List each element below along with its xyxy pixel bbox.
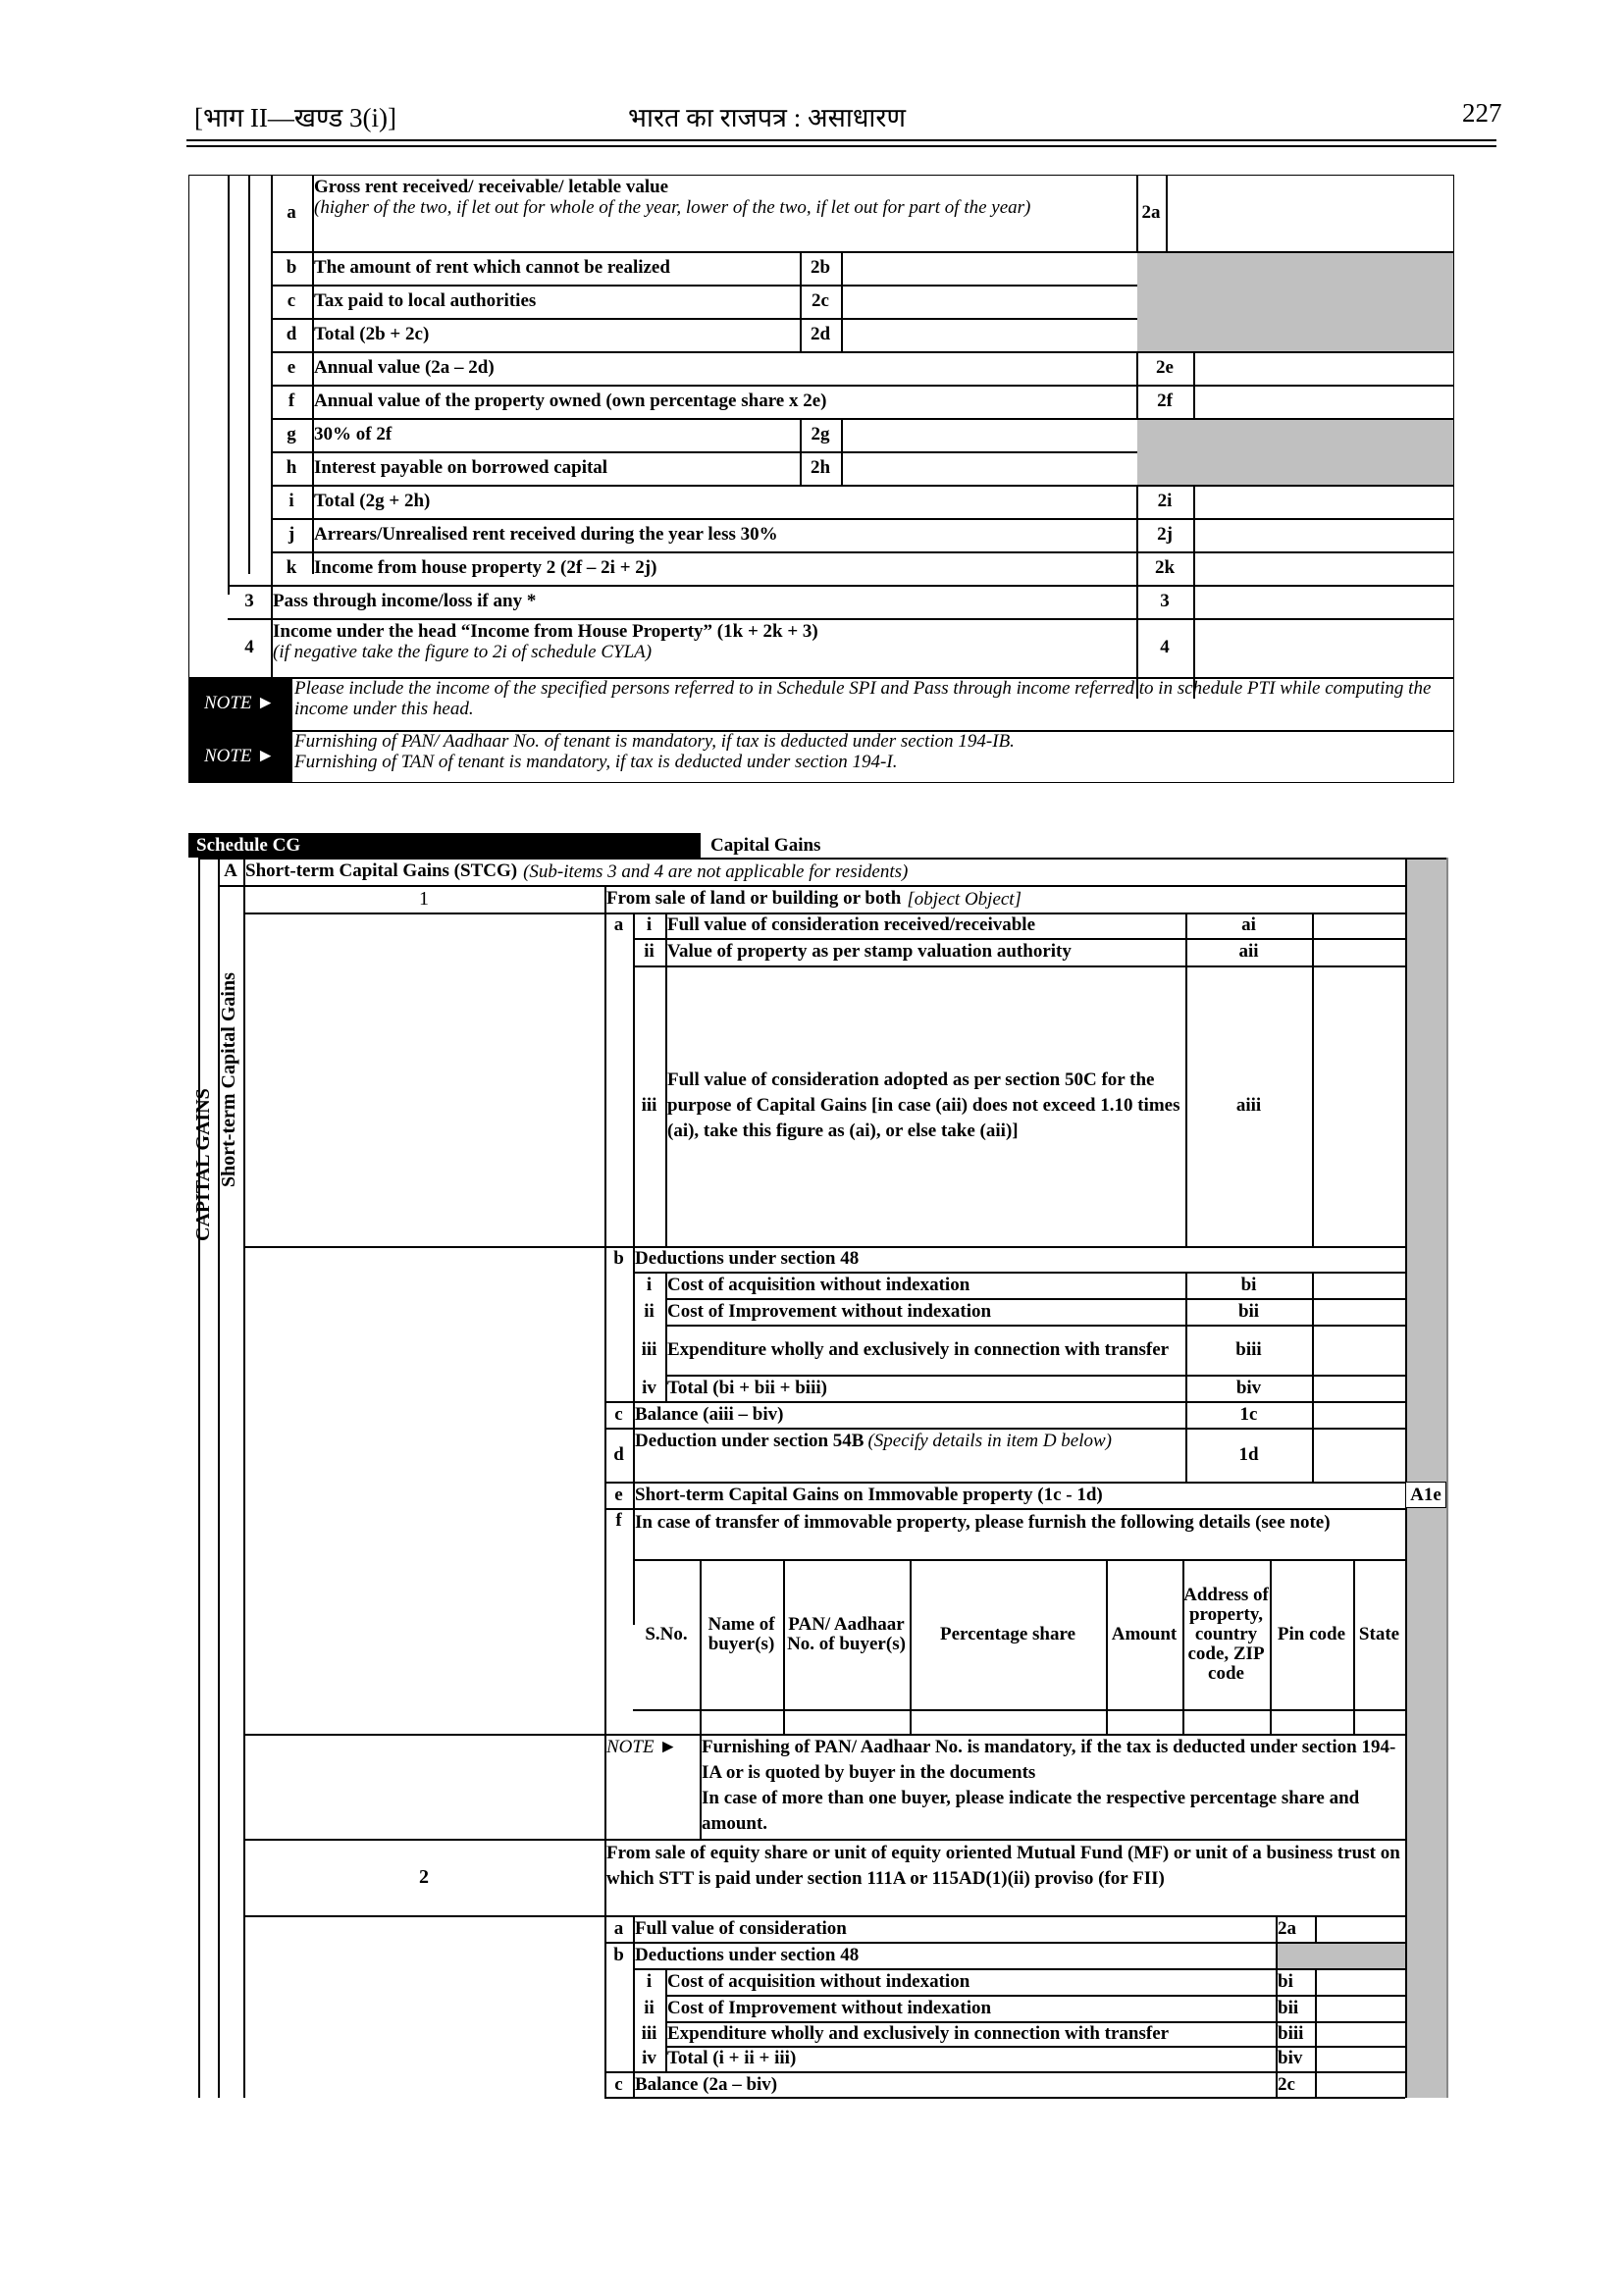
cg-row-label: Value of property as per stamp valuation authority — [667, 941, 1072, 962]
cg-row-label: Full value of consideration received/receivable — [667, 914, 1036, 935]
hp-row-label: The amount of rent which cannot be realized — [314, 257, 670, 278]
cg-row-code: biv — [1278, 2048, 1303, 2068]
cg-d-text — [635, 1431, 1183, 1454]
hp-shade-2 — [1137, 418, 1453, 485]
cg-row-label: Cost of acquisition without indexation — [667, 1274, 970, 1295]
hp-row-code: 2j — [1157, 524, 1173, 545]
cg-sub-letter: b — [613, 1944, 624, 1965]
cg-row-label: Cost of Improvement without indexation — [667, 1997, 992, 2018]
cg-item1-heading — [606, 885, 1403, 913]
hp-input-2d[interactable] — [842, 319, 1136, 350]
hp-input-2c[interactable] — [842, 286, 1136, 317]
cg-sub-letter: a — [613, 914, 624, 935]
cg-row-code: bi — [1278, 1970, 1293, 1992]
hp-row-letter: k — [286, 557, 297, 578]
buyer-col-share: Percentage share — [939, 1623, 1076, 1644]
hp-input-2b[interactable] — [842, 252, 1136, 284]
hp-row-letter: g — [287, 424, 296, 444]
hp-item3-code: 3 — [1160, 591, 1170, 611]
cg-row-code: aii — [1238, 941, 1259, 962]
hp-row-letter: a — [287, 202, 296, 223]
hp-row-code: 2d — [810, 324, 831, 344]
hp-row-code: 2a — [1141, 202, 1161, 223]
hp-input-4[interactable] — [1195, 619, 1452, 676]
cg-row-label: Balance (2a – biv) — [635, 2073, 778, 2095]
cg-roman: iv — [642, 1377, 656, 1398]
cg-sub-letter: c — [614, 2073, 623, 2095]
cg-section-letter: A — [224, 861, 237, 881]
cg-input-bii[interactable] — [1314, 1299, 1404, 1324]
cg-roman: i — [646, 914, 653, 935]
cg-input-1c[interactable] — [1314, 1402, 1404, 1427]
hp-input-2h[interactable] — [842, 452, 1136, 484]
cg-sub-letter: d — [613, 1443, 624, 1465]
buyer-input-amount[interactable] — [1107, 1710, 1181, 1733]
cg-row-label: Full value of consideration — [635, 1917, 847, 1939]
hp-item4-code: 4 — [1160, 637, 1170, 657]
hp-input-2f[interactable] — [1195, 386, 1452, 417]
cg-item1-label: From sale of land or building or both — [606, 888, 902, 909]
hp-row-label: Arrears/Unrealised rent received during the year less 30% — [314, 524, 778, 545]
hp-row-letter: e — [287, 357, 296, 378]
cg-input-bi[interactable] — [1314, 1273, 1404, 1297]
schedule-cg-title: Capital Gains — [710, 834, 821, 856]
header-rule-top — [186, 139, 1496, 141]
cg-row-label: Balance (aiii – biv) — [635, 1403, 784, 1425]
hp-row-code: 2c — [812, 290, 829, 311]
cg-row-label: Expenditure wholly and exclusively in connection with transfer — [667, 1338, 1170, 1360]
cg-item-number: 1 — [419, 887, 429, 910]
cg-note-tag: NOTE ► — [606, 1736, 678, 1757]
cg-row-label: Total (bi + bii + biii) — [667, 1377, 827, 1398]
hp-row-letter: b — [286, 257, 297, 278]
cg-roman: i — [646, 1274, 653, 1295]
cg-roman: iv — [642, 2048, 656, 2068]
cg-note-line2: In case of more than one buyer, please indicate the respective percentage share and amount. — [702, 1788, 1360, 1834]
cg2-shade-b — [1276, 1942, 1405, 1968]
cg-input-ai[interactable] — [1314, 913, 1404, 937]
cg-input-aiii[interactable] — [1314, 966, 1404, 1245]
cg-row-code: 2a — [1278, 1917, 1296, 1939]
cg-sub-letter: f — [615, 1510, 622, 1531]
buyer-input-share[interactable] — [911, 1710, 1105, 1733]
buyer-col-name: Name of buyer(s) — [707, 1613, 775, 1654]
hp-item4-note: (if negative take the figure to 2i of schedule CYLA) — [273, 642, 653, 662]
cg-roman: ii — [644, 941, 655, 962]
header-section-ref: [भाग II—खण्ड 3(i)] — [194, 103, 396, 132]
hp-row-label: Gross rent received/ receivable/ letable value — [314, 177, 669, 197]
header-rule-bottom — [186, 145, 1496, 147]
hp-row-label: Total (2b + 2c) — [314, 324, 430, 344]
hp-row-letter: c — [287, 290, 296, 311]
cg-row-code: bi — [1240, 1274, 1257, 1295]
cg-row-label: Cost of acquisition without indexation — [667, 1970, 970, 1992]
hp-row-letter: h — [286, 457, 297, 478]
cg2-input-bii[interactable] — [1317, 1996, 1404, 2020]
cg-input-aii[interactable] — [1314, 939, 1404, 965]
cg-row-label: Cost of Improvement without indexation — [667, 1300, 992, 1322]
hp-item-number: 4 — [244, 637, 254, 657]
cg-input-biii[interactable] — [1314, 1326, 1404, 1374]
buyer-input-address[interactable] — [1183, 1710, 1269, 1733]
cg-row-code: biv — [1235, 1377, 1262, 1398]
buyer-col-address: Address of property, country code, ZIP code — [1183, 1584, 1269, 1684]
hp-row-code: 2h — [810, 457, 831, 478]
cg-row-label: Total (i + ii + iii) — [667, 2048, 797, 2068]
buyer-input-pincode[interactable] — [1271, 1710, 1352, 1733]
header-page-number: 227 — [1462, 98, 1502, 128]
cg-row-code: 1d — [1238, 1443, 1259, 1465]
hp-input-2i[interactable] — [1195, 486, 1452, 517]
cg-d-label: Deduction under section 54B — [635, 1431, 864, 1451]
hp-item3-label: Pass through income/loss if any * — [273, 591, 537, 611]
hp-row-code: 2i — [1157, 491, 1173, 511]
hp-row-code: 2f — [1157, 391, 1173, 411]
cg-item1-note: [object Object] — [907, 888, 1022, 910]
hp-row-label: Tax paid to local authorities — [314, 290, 537, 311]
hp-row-letter: d — [286, 324, 297, 344]
cg-f-label: In case of transfer of immovable property, please furnish the following details (see note) — [635, 1512, 1331, 1533]
note-tag: NOTE ► — [188, 730, 290, 783]
cg-section-a-note: (Sub-items 3 and 4 are not applicable for residents) — [523, 861, 909, 882]
cg-row-code: 1c — [1239, 1403, 1258, 1425]
cg-row-code: aiii — [1235, 1095, 1262, 1116]
hp-item4-text — [273, 622, 1134, 662]
hp-input-2a[interactable] — [1168, 177, 1452, 249]
hp-row-a-text — [314, 178, 1134, 218]
cg-b-label: Deductions under section 48 — [635, 1944, 860, 1965]
hp-row-code: 2k — [1154, 557, 1176, 578]
cg-section-a-heading — [245, 858, 1403, 885]
schedule-cg-tag: Schedule CG — [188, 833, 701, 858]
hp-row-label: Annual value of the property owned (own percentage share x 2e) — [314, 391, 827, 411]
cg-input-1d[interactable] — [1314, 1429, 1404, 1481]
cg-sub-letter: e — [614, 1484, 623, 1505]
hp-shade-1 — [1137, 251, 1453, 351]
cg-sub-letter: b — [613, 1248, 624, 1269]
hp-row-letter: f — [288, 391, 295, 411]
buyer-input-name[interactable] — [701, 1710, 782, 1733]
cg-row-label: Expenditure wholly and exclusively in connection with transfer — [667, 2022, 1170, 2044]
cg-input-biv[interactable] — [1314, 1376, 1404, 1400]
cg-row-code: ai — [1241, 914, 1256, 935]
hp-input-2k[interactable] — [1195, 552, 1452, 584]
cg-code-a1e: A1e — [1405, 1482, 1446, 1508]
cg2-input-2a[interactable] — [1317, 1916, 1404, 1941]
hp-input-3[interactable] — [1195, 586, 1452, 617]
hp-input-2g[interactable] — [842, 419, 1136, 450]
cg-sub-letter: a — [613, 1917, 624, 1939]
cg-sub-letter: c — [614, 1403, 623, 1425]
note-tenant-pan: Furnishing of PAN/ Aadhaar No. of tenant is mandatory, if tax is deducted under section 194-IB. — [294, 731, 1015, 752]
cg-b-label: Deductions under section 48 — [635, 1248, 860, 1269]
cg-note-line1: Furnishing of PAN/ Aadhaar No. is mandatory, if the tax is deducted under section 194-IA or is quoted by buyer in the documents — [702, 1737, 1396, 1783]
cg-row-code: bii — [1237, 1300, 1260, 1322]
hp-row-label: Interest payable on borrowed capital — [314, 457, 608, 478]
buyer-input-pan[interactable] — [784, 1710, 909, 1733]
buyer-col-pan: PAN/ Aadhaar No. of buyer(s) — [787, 1613, 906, 1654]
cg2-input-biii[interactable] — [1317, 2022, 1404, 2045]
cg-row-code: 2c — [1278, 2073, 1295, 2095]
cg2-input-2c[interactable] — [1317, 2072, 1404, 2097]
note-tenant — [294, 731, 1452, 772]
cg-row-label: Full value of consideration adopted as per section 50C for the purpose of Capital Gains [in case (aii) does not exceed 1.10 times (ai), take this figure as (ai), or else take (aii)] — [667, 1069, 1180, 1141]
cg-side-label-inner: Short-term Capital Gains — [218, 972, 239, 1187]
cg-roman: i — [646, 1970, 653, 1992]
cg-roman: iii — [641, 1338, 657, 1360]
buyer-col-sno: S.No. — [645, 1623, 688, 1644]
hp-row-label: Income from house property 2 (2f – 2i + 2j) — [314, 557, 657, 578]
hp-row-letter: i — [288, 491, 294, 511]
cg-roman: iii — [641, 1095, 657, 1116]
cg2-input-biv[interactable] — [1317, 2047, 1404, 2070]
cg-roman: ii — [644, 1300, 655, 1322]
hp-input-2j[interactable] — [1195, 519, 1452, 550]
cg2-input-bi[interactable] — [1317, 1969, 1404, 1994]
hp-row-label: 30% of 2f — [314, 424, 393, 444]
hp-row-label: Annual value (2a – 2d) — [314, 357, 495, 378]
note-spi-pti: Please include the income of the specified persons referred to in Schedule SPI and Pass through income referred to in schedule PTI while computing the income under this head. — [294, 678, 1432, 719]
cg-roman: ii — [644, 1997, 655, 2018]
hp-row-note: (higher of the two, if let out for whole of the year, lower of the two, if let out for part of the year) — [314, 197, 1031, 218]
hp-row-code: 2b — [810, 257, 831, 278]
buyer-col-amount: Amount — [1111, 1623, 1178, 1644]
hp-item4-label: Income under the head “Income from House Property” (1k + 2k + 3) — [273, 621, 818, 642]
cg-d-note: (Specify details in item D below) — [867, 1431, 1113, 1451]
cg-row-code: bii — [1278, 1997, 1299, 2018]
note-tag: NOTE ► — [188, 677, 290, 730]
hp-row-code: 2e — [1156, 357, 1174, 378]
buyer-col-state: State — [1358, 1623, 1400, 1644]
cg-shade-bar — [1405, 858, 1446, 2098]
note-tenant-tan: Furnishing of TAN of tenant is mandatory, if tax is deducted under section 194-I. — [294, 752, 898, 772]
cg-row-code: biii — [1278, 2022, 1304, 2044]
hp-input-2e[interactable] — [1195, 352, 1452, 384]
buyer-input-sno[interactable] — [634, 1710, 699, 1733]
buyer-col-pincode: Pin code — [1277, 1623, 1346, 1644]
hp-row-label: Total (2g + 2h) — [314, 491, 431, 511]
cg-section-a-label: Short-term Capital Gains (STCG) — [245, 861, 518, 881]
header-gazette-title: भारत का राजपत्र : असाधारण — [628, 103, 906, 132]
cg-row-label: Short-term Capital Gains on Immovable property (1c - 1d) — [635, 1484, 1103, 1505]
cg-roman: iii — [641, 2022, 657, 2044]
cg-item-number: 2 — [419, 1865, 429, 1888]
cg-row-code: biii — [1235, 1338, 1262, 1360]
hp-row-code: 2g — [811, 424, 830, 444]
cg-note-text — [702, 1735, 1403, 1837]
hp-item-number: 3 — [244, 591, 254, 611]
hp-row-letter: j — [288, 524, 295, 545]
cg-side-label-outer: CAPITAL GAINS — [192, 1088, 214, 1241]
cg-item2-label: From sale of equity share or unit of equity oriented Mutual Fund (MF) or unit of a business trust on which STT is paid under section 111A or 115AD(1)(ii) proviso (for FII) — [606, 1843, 1400, 1889]
buyer-input-state[interactable] — [1354, 1710, 1404, 1733]
